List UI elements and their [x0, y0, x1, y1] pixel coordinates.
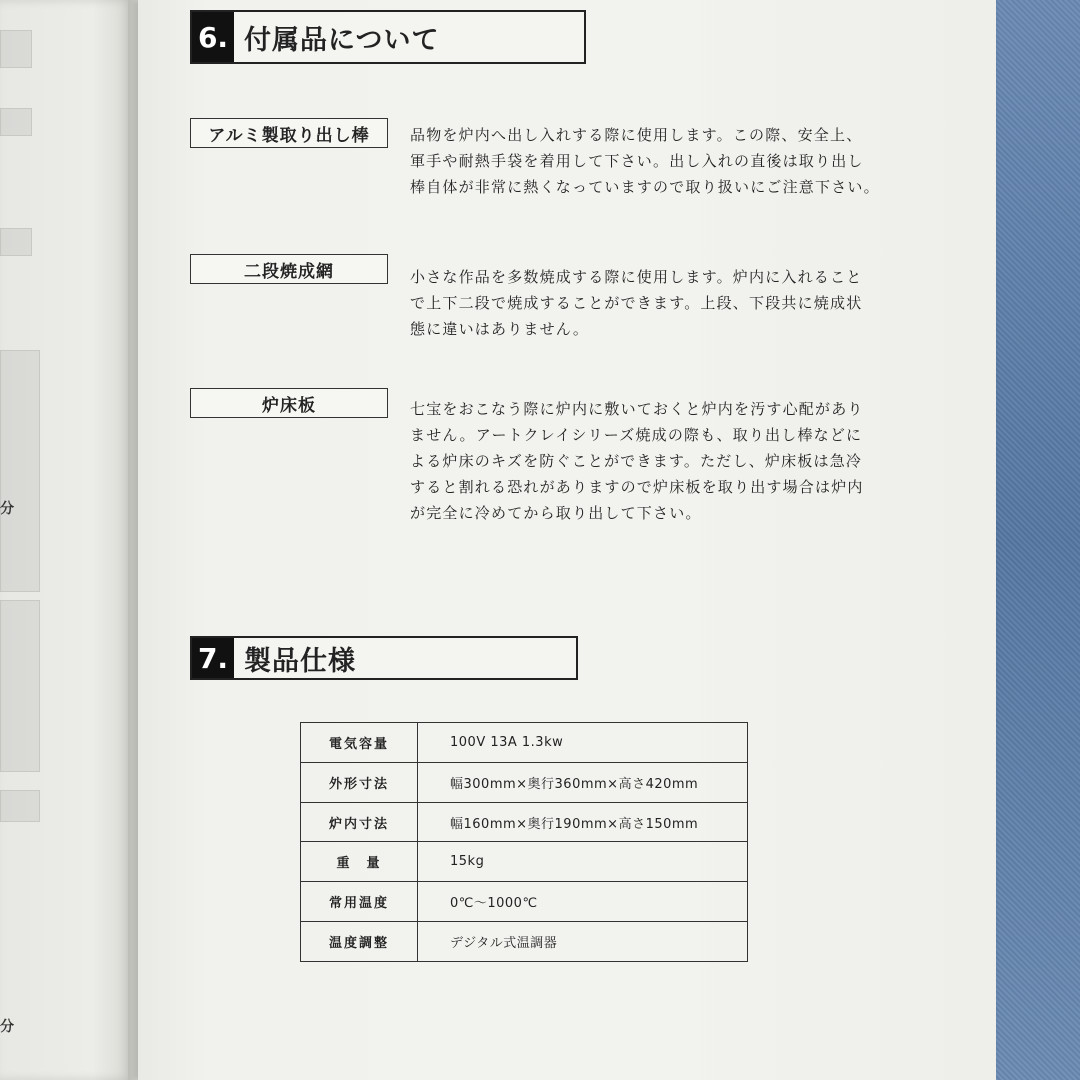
text-line: すると割れる恐れがありますので炉床板を取り出す場合は炉内: [410, 478, 864, 496]
table-row: [301, 723, 748, 763]
ghost-table: [0, 350, 40, 592]
text-line: で上下二段で焼成することができます。上段、下段共に焼成状: [410, 294, 863, 312]
spec-key: 炉内寸法: [301, 802, 418, 842]
section-title: 製品仕様: [244, 645, 356, 677]
previous-page: [0, 0, 132, 1080]
section-number: 7.: [192, 638, 234, 678]
spec-value: 15kg: [418, 842, 748, 882]
table-row: [301, 882, 748, 922]
spec-value: 100V 13A 1.3kw: [418, 723, 748, 763]
ghost-box: [0, 30, 32, 68]
text-line: が完全に冷めてから取り出して下さい。: [410, 504, 702, 522]
table-row: [301, 762, 748, 802]
ghost-box: [0, 790, 40, 822]
accessory-label: 二段焼成網: [190, 254, 388, 284]
accessory-label: アルミ製取り出し棒: [190, 118, 388, 148]
spec-key: 電気容量: [301, 723, 418, 763]
table-row: [301, 842, 748, 882]
text-line: 棒自体が非常に熱くなっていますので取り扱いにご注意下さい。: [410, 178, 880, 196]
text-line: ません。アートクレイシリーズ焼成の際も、取り出し棒などに: [410, 426, 863, 444]
text-line: 態に違いはありません。: [410, 320, 590, 338]
spec-key: 常用温度: [301, 882, 418, 922]
spec-value: 幅160mm×奥行190mm×高さ150mm: [418, 802, 748, 842]
section-number: 6.: [192, 12, 234, 62]
section-7-heading: [190, 636, 578, 680]
spec-key: 温度調整: [301, 922, 418, 962]
table-row: [301, 802, 748, 842]
ghost-box: [0, 108, 32, 136]
text-line: 七宝をおこなう際に炉内に敷いておくと炉内を汚す心配があり: [410, 400, 864, 418]
accessory-description: [410, 396, 900, 526]
spec-key: 外形寸法: [301, 762, 418, 802]
section-title: 付属品について: [244, 24, 440, 56]
text-line: 小さな作品を多数焼成する際に使用します。炉内に入れること: [410, 268, 863, 286]
spec-table: [300, 722, 748, 962]
fabric-background: [990, 0, 1080, 1080]
accessory-label: 炉床板: [190, 388, 388, 418]
accessory-description: [410, 122, 900, 200]
accessory-description: [410, 264, 900, 342]
text-line: 軍手や耐熱手袋を着用して下さい。出し入れの直後は取り出し: [410, 152, 864, 170]
ghost-box: [0, 228, 32, 256]
text-line: よる炉床のキズを防ぐことができます。ただし、炉床板は急冷: [410, 452, 863, 470]
left-page-fragment: 分: [0, 501, 14, 517]
spec-value: 0℃～1000℃: [418, 882, 748, 922]
ghost-table: [0, 600, 40, 772]
spec-value: 幅300mm×奥行360mm×高さ420mm: [418, 762, 748, 802]
spec-value: デジタル式温調器: [418, 922, 748, 962]
section-6-heading: [190, 10, 586, 64]
left-page-fragment: 分: [0, 1019, 14, 1035]
text-line: 品物を炉内へ出し入れする際に使用します。この際、安全上、: [410, 126, 863, 144]
table-row: [301, 922, 748, 962]
spec-key: 重 量: [301, 842, 418, 882]
